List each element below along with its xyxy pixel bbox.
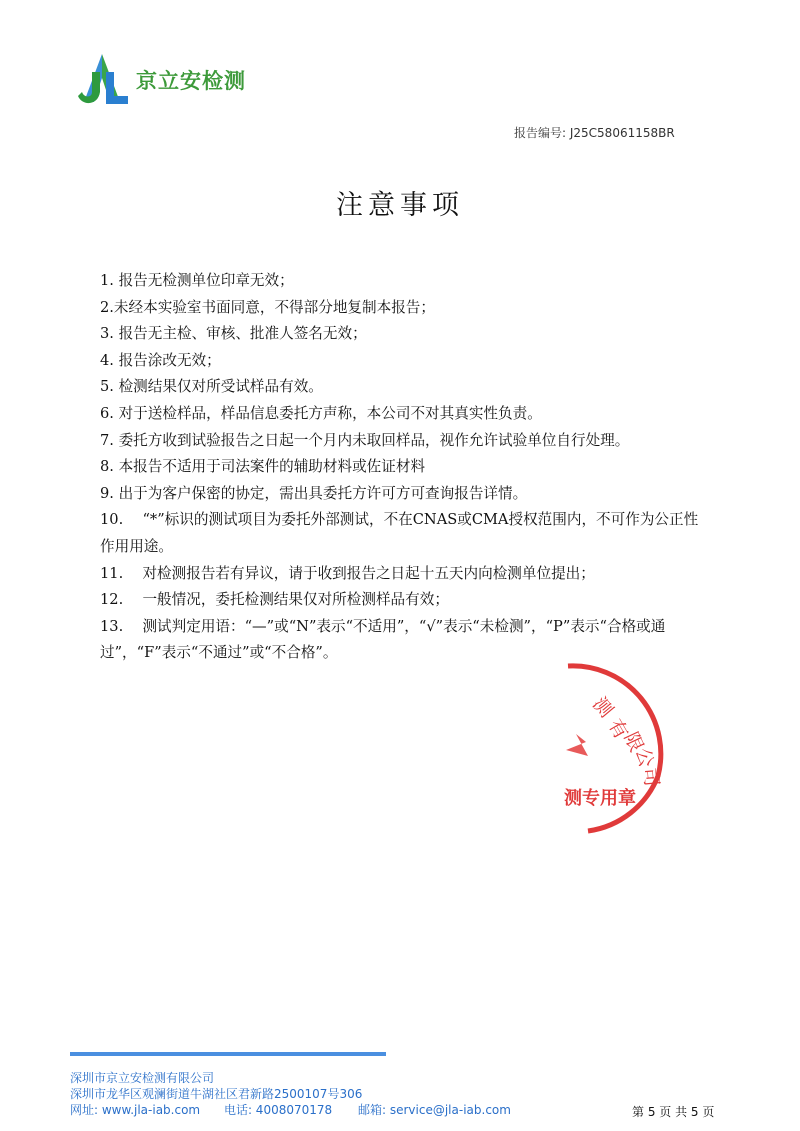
note-item: 13. 测试判定用语：“—”或“N”表示“不适用”，“√”表示“未检测”，“P”表示“合格或通过”，“F”表示“不通过”或“不合格”。 bbox=[100, 617, 666, 662]
footer-email-link[interactable]: 邮箱: service@jla-iab.com bbox=[358, 1103, 511, 1117]
note-item: 6. 对于送检样品，样品信息委托方声称，本公司不对其真实性负责。 bbox=[100, 404, 542, 422]
note-item: 1. 报告无检测单位印章无效； bbox=[100, 272, 294, 289]
footer bbox=[70, 1070, 511, 1118]
jla-logo-icon bbox=[72, 52, 132, 108]
company-seal-stamp bbox=[528, 656, 678, 836]
note-item: 2.未经本实验室书面同意，不得部分地复制本报告； bbox=[100, 298, 435, 316]
svg-text:公: 公 bbox=[631, 745, 658, 770]
svg-text:限: 限 bbox=[619, 728, 648, 756]
note-item: 7. 委托方收到试验报告之日起一个月内未取回样品，视作允许试验单位自行处理。 bbox=[100, 431, 630, 449]
logo-text: 京立安检测 bbox=[136, 69, 246, 93]
note-item: 12. 一般情况，委托检测结果仅对所检测样品有效； bbox=[100, 591, 449, 609]
svg-text:测: 测 bbox=[588, 693, 618, 722]
note-item: 5. 检测结果仅对所受试样品有效。 bbox=[100, 378, 323, 396]
svg-text:有: 有 bbox=[603, 715, 633, 743]
note-item: 11. 对检测报告若有异议，请于收到报告之日起十五天内向检测单位提出； bbox=[100, 564, 595, 582]
footer-company: 深圳市京立安检测有限公司 bbox=[70, 1071, 215, 1085]
page-number: 第 5 页 共 5 页 bbox=[632, 1105, 715, 1119]
report-number: 报告编号: J25C58061158BR bbox=[514, 126, 675, 140]
note-item: 10. “*”标识的测试项目为委托外部测试，不在CNAS或CMA授权范围内，不可作为公正性作用用途。 bbox=[100, 511, 699, 555]
footer-contact-row bbox=[70, 1102, 511, 1118]
footer-divider bbox=[70, 1052, 386, 1056]
svg-text:司: 司 bbox=[639, 766, 663, 788]
footer-phone: 电话: 4008070178 bbox=[223, 1103, 333, 1117]
notes-list bbox=[100, 268, 712, 667]
note-item: 4. 报告涂改无效； bbox=[100, 351, 221, 369]
note-item: 3. 报告无主检、审核、批准人签名无效； bbox=[100, 325, 367, 343]
note-item: 9. 出于为客户保密的协定，需出具委托方许可方可查询报告详情。 bbox=[100, 484, 528, 502]
svg-text:测专用章: 测专用章 bbox=[564, 788, 636, 809]
footer-address: 深圳市龙华区观澜街道牛湖社区君新路2500107号306 bbox=[70, 1087, 363, 1101]
page-title: 注意事项 bbox=[336, 190, 464, 221]
company-logo bbox=[72, 52, 246, 108]
note-item: 8. 本报告不适用于司法案件的辅助材料或佐证材料 bbox=[100, 458, 426, 476]
footer-website-link[interactable]: 网址: www.jla-iab.com bbox=[70, 1103, 201, 1117]
